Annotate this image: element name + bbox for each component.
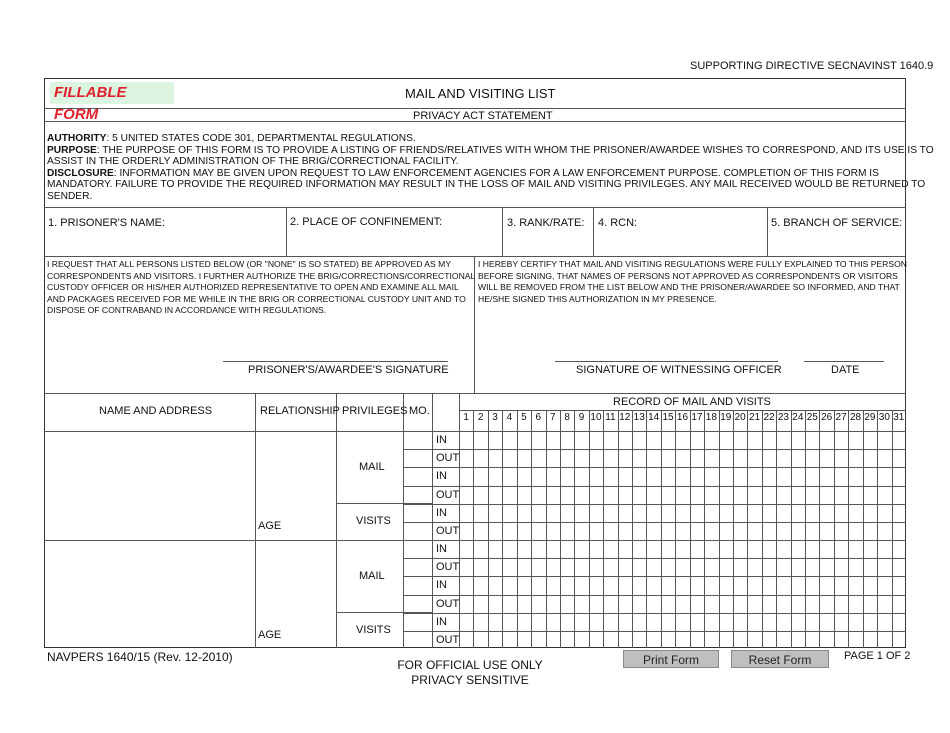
authority-label: AUTHORITY [47, 133, 107, 144]
out-label: OUT [436, 597, 460, 610]
in-label: IN [436, 434, 447, 446]
mail-label: MAIL [359, 461, 385, 473]
divider [44, 207, 906, 208]
privileges-header: PRIVILEGES [342, 405, 408, 417]
name-and-address-header: NAME AND ADDRESS [99, 405, 213, 417]
entry-divider [44, 540, 906, 541]
day-number: 17 [691, 412, 703, 423]
purpose-line [47, 145, 934, 157]
age-label: AGE [258, 629, 282, 641]
signature-line [555, 361, 778, 362]
in-label: IN [436, 506, 447, 519]
prisoner-signature-label: PRISONER'S/AWARDEE'S SIGNATURE [248, 364, 449, 376]
print-form-button[interactable]: Print Form [623, 650, 719, 668]
request-line: AND PACKAGES RECEIVED FOR ME WHILE IN THE BRIG OR CORRECTIONAL CUSTODY UNIT AND TO [47, 293, 466, 304]
in-label: IN [436, 579, 447, 592]
privacy-act-heading: PRIVACY ACT STATEMENT [413, 110, 553, 122]
form-title: MAIL AND VISITING LIST [405, 86, 556, 101]
place-of-confinement-field[interactable]: 2. PLACE OF CONFINEMENT: [290, 216, 443, 228]
out-label: OUT [436, 488, 460, 501]
divider [44, 108, 906, 109]
day-number: 28 [849, 412, 862, 423]
certify-statement [478, 259, 907, 305]
day-number: 21 [749, 412, 761, 423]
day-number: 30 [878, 412, 890, 423]
column-divider [459, 393, 460, 648]
day-number: 10 [590, 412, 602, 423]
divider [44, 121, 906, 122]
date-label: DATE [831, 364, 860, 376]
request-line: CORRESPONDENTS AND VISITORS. I FURTHER AUTHORIZE THE BRIG/CORRECTIONS/CORRECTIONAL [47, 270, 476, 281]
branch-of-service-field[interactable]: 5. BRANCH OF SERVICE: [771, 217, 903, 229]
request-statement [47, 259, 475, 317]
day-number: 16 [676, 412, 689, 423]
mo-header: MO. [409, 405, 430, 417]
official-use-label: FOR OFFICIAL USE ONLY [397, 658, 543, 672]
out-label: OUT [436, 561, 460, 574]
day-number: 1 [463, 412, 469, 423]
record-header: RECORD OF MAIL AND VISITS [613, 396, 771, 408]
officer-signature-label: SIGNATURE OF WITNESSING OFFICER [576, 364, 782, 376]
reset-form-button[interactable]: Reset Form [731, 650, 829, 668]
day-number: 25 [806, 412, 818, 423]
day-number: 8 [564, 412, 570, 423]
day-number: 5 [521, 412, 527, 423]
column-divider [255, 393, 256, 648]
privilege-divider [336, 503, 432, 504]
purpose-line-2: ASSIST IN THE ORDERLY ADMINISTRATION OF THE BRIG/CORRECTIONAL FACILITY. [47, 156, 459, 167]
day-number: 29 [864, 412, 876, 423]
certify-line: BEFORE SIGNING, THAT NAMES OF PERSONS NOT APPROVED AS CORRESPONDENTS OR VISITORS [478, 270, 898, 281]
day-number: 22 [763, 412, 775, 423]
out-label: OUT [436, 524, 460, 537]
directive-reference: SUPPORTING DIRECTIVE SECNAVINST 1640.9 [690, 60, 934, 72]
purpose-label: PURPOSE [47, 144, 97, 156]
mail-label: MAIL [359, 570, 385, 582]
divider [44, 393, 906, 394]
privilege-divider [336, 612, 432, 613]
visits-label: VISITS [356, 515, 391, 527]
day-number: 23 [777, 412, 789, 423]
field-divider [593, 207, 594, 256]
in-label: IN [436, 470, 447, 483]
day-number: 19 [720, 412, 732, 423]
age-label: AGE [258, 520, 282, 532]
field-divider [767, 207, 768, 256]
relationship-header: RELATIONSHIP [260, 405, 340, 417]
signature-line [223, 361, 448, 362]
prisoner-name-field[interactable]: 1. PRISONER'S NAME: [48, 217, 166, 229]
row-divider [403, 576, 906, 577]
divider [459, 410, 906, 411]
day-number: 24 [792, 412, 804, 423]
in-label: IN [436, 543, 447, 555]
column-divider [336, 393, 337, 648]
row-divider [403, 613, 906, 614]
field-divider [286, 207, 287, 256]
disclosure-text: : INFORMATION MAY BE GIVEN UPON REQUEST TO LAW ENFORCEMENT AGENCIES FOR A LAW ENFORCEMENT PURPOSE. COMPLETION OF THIS FORM IS [113, 167, 879, 179]
out-label: OUT [436, 452, 460, 465]
disclosure-label: DISCLOSURE [47, 167, 114, 179]
disclosure-line [47, 168, 879, 180]
out-label: OUT [436, 633, 460, 646]
day-number: 26 [821, 412, 833, 423]
row-divider [403, 504, 906, 505]
day-number: 13 [633, 412, 645, 423]
column-divider [432, 393, 433, 648]
day-number: 6 [535, 412, 542, 423]
day-number: 3 [492, 412, 498, 423]
day-number: 20 [734, 412, 746, 423]
column-divider [403, 393, 404, 648]
row-divider [403, 595, 906, 596]
day-number: 7 [549, 412, 556, 423]
day-number: 14 [648, 412, 660, 423]
form-number: NAVPERS 1640/15 (Rev. 12-2010) [47, 650, 233, 664]
day-number: 15 [662, 412, 674, 423]
disclosure-line-3: SENDER. [47, 190, 93, 202]
rank-rate-field[interactable]: 3. RANK/RATE: [507, 217, 585, 229]
disclosure-line-2: MANDATORY. FAILURE TO PROVIDE THE REQUIRED INFORMATION MAY RESULT IN THE LOSS OF MAIL AND VISITING PRIVILEGES. ANY MAIL RECEIVED WOULD BE RETURNED TO [47, 179, 926, 190]
day-number: 31 [893, 412, 905, 423]
row-divider [403, 631, 906, 632]
day-number: 9 [578, 412, 585, 423]
row-divider [403, 467, 906, 468]
certify-line: HE/SHE SIGNED THIS AUTHORIZATION IN MY PRESENCE. [478, 293, 717, 304]
request-line: I REQUEST THAT ALL PERSONS LISTED BELOW (OR "NONE" IS SO STATED) BE APPROVED AS MY [47, 259, 452, 269]
day-number: 27 [835, 412, 847, 423]
row-divider [403, 486, 906, 487]
fillable-form-label: FILLABLE FORM [50, 82, 174, 104]
divider [44, 256, 906, 257]
privacy-sensitive-label: PRIVACY SENSITIVE [411, 673, 529, 687]
certify-line: WILL BE REMOVED FROM THE LIST BELOW AND THE PRISONER/AWARDEE SO INFORMED, AND THAT [478, 282, 900, 293]
certify-line: I HEREBY CERTIFY THAT MAIL AND VISITING REGULATIONS WERE FULLY EXPLAINED TO THIS PERSON [478, 259, 907, 269]
field-divider [502, 207, 503, 256]
in-label: IN [436, 615, 447, 628]
authority-text: : 5 UNITED STATES CODE 301, DEPARTMENTAL REGULATIONS. [106, 133, 416, 144]
day-number: 2 [477, 412, 484, 423]
purpose-text: : THE PURPOSE OF THIS FORM IS TO PROVIDE A LISTING OF FRIENDS/RELATIVES WITH WHOM THE PRISONER/AWARDEE WISHES TO CORRESPOND, AND ITS USE IS TO [96, 144, 934, 156]
request-line: CUSTODY OFFICER OR HIS/HER AUTHORIZED REPRESENTATIVE TO OPEN AND EXAMINE ALL MAIL [47, 282, 459, 293]
date-line [804, 361, 884, 362]
row-divider [403, 522, 906, 523]
rcn-field[interactable]: 4. RCN: [598, 217, 638, 229]
day-number: 18 [705, 412, 717, 423]
row-divider [403, 449, 906, 450]
page-number: PAGE 1 OF 2 [844, 650, 911, 662]
visits-label: VISITS [356, 624, 391, 636]
authority-line [47, 133, 416, 145]
day-number: 4 [506, 412, 513, 423]
day-number: 12 [619, 412, 631, 423]
request-line: DISPOSE OF CONTRABAND IN ACCORDANCE WITH REGULATIONS. [47, 305, 327, 316]
row-divider [403, 558, 906, 559]
day-number: 11 [605, 412, 616, 423]
